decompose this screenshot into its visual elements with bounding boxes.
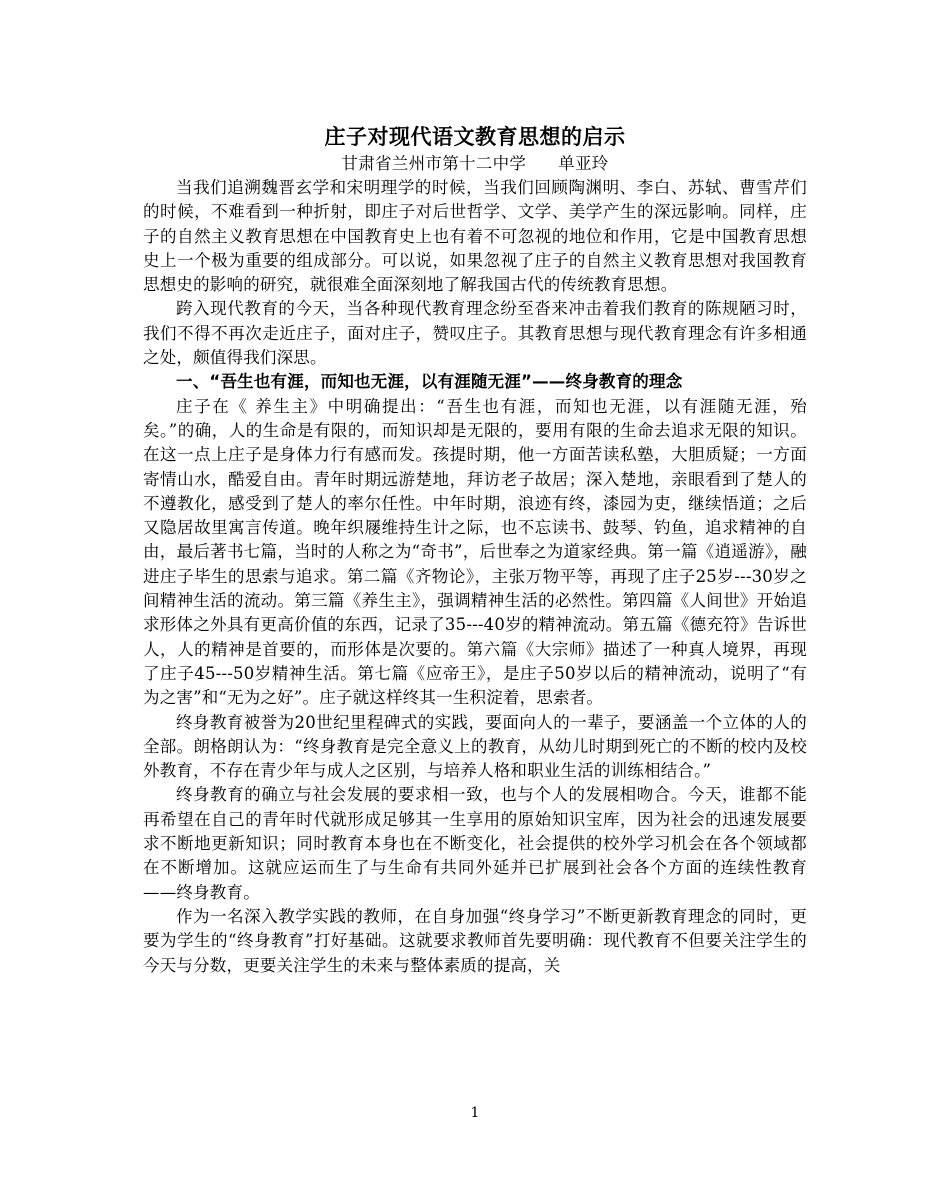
page-content	[143, 122, 807, 978]
page-number: 1	[470, 1105, 480, 1121]
intro-paragraph: 跨入现代教育的今天，当各种现代教育理念纷至沓来冲击着我们教育的陈规陋习时，我们不得不再次走近庄子，面对庄子，赞叹庄子。其教育思想与现代教育理念有许多相通之处，颇值得我们深思。	[143, 299, 807, 368]
author-name: 单亚玲	[558, 154, 609, 173]
byline	[143, 152, 807, 176]
section-heading: 一、“吾生也有涯，而知也无涯，以有涯随无涯”——终身教育的理念	[176, 372, 683, 392]
author-school: 甘肃省兰州市第十二中学	[341, 154, 527, 173]
body-paragraph: 终身教育被誉为20世纪里程碑式的实践，要面向人的一辈子，要涵盖一个立体的人的全部。朗格朗认为：“终身教育是完全意义上的教育，从幼儿时期到死亡的不断的校内及校外教育，不存在青少年与成人之区别，与培养人格和职业生活的训练相结合。”	[143, 712, 807, 781]
body-paragraph: 终身教育的确立与社会发展的要求相一致，也与个人的发展相吻合。今天，谁都不能再希望在自己的青年时代就形成足够其一生享用的原始知识宝库，因为社会的迅速发展要求不断地更新知识；同时教育本身也在不断变化，社会提供的校外学习机会在各个领域都在不断增加。这就应运而生了与生命有共同外延并已扩展到社会各个方面的连续性教育——终身教育。	[143, 785, 807, 902]
document-title: 庄子对现代语文教育思想的启示	[324, 125, 626, 149]
body-paragraph: 作为一名深入教学实践的教师，在自身加强“终身学习”不断更新教育理念的同时，更要为学生的“终身教育”打好基础。这就要求教师首先要明确：现代教育不但要关注学生的今天与分数，更要关注学生的未来与整体素质的提高，关	[143, 906, 807, 975]
body-paragraph: 庄子在《 养生主》中明确提出：“吾生也有涯，而知也无涯，以有涯随无涯，殆矣。”的确，人的生命是有限的，而知识却是无限的，要用有限的生命去追求无限的知识。在这一点上庄子是身体力行有感而发。孩提时期，他一方面苦读私塾，大胆质疑；一方面寄情山水，酷爱自由。青年时期远游楚地，拜访老子故居；深入楚地，亲眼看到了楚人的不遵教化，感受到了楚人的率尔任性。中年时期，浪迹有终，漆园为吏，继续悟道；之后又隐居故里寓言传道。晚年织屦维持生计之际，也不忘读书、鼓琴、钓鱼，追求精神的自由，最后著书七篇，当时的人称之为“奇书”，后世奉之为道家经典。第一篇《逍遥游》，融进庄子毕生的思索与追求。第二篇《齐物论》，主张万物平等，再现了庄子25岁---30岁之间精神生活的流动。第三篇《养生主》，强调精神生活的必然性。第四篇《人间世》开始追求形体之外具有更高价值的东西，记录了35---40岁的精神流动。第五篇《德充符》告诉世人，人的精神是首要的，而形体是次要的。第六篇《大宗师》描述了一种真人境界，再现了庄子45---50岁精神生活。第七篇《应帝王》，是庄子50岁以后的精神流动，说明了“有为之害”和“无为之好”。庄子就这样终其一生积淀着，思索者。	[143, 396, 807, 708]
intro-paragraph: 当我们追溯魏晋玄学和宋明理学的时候，当我们回顾陶渊明、李白、苏轼、曹雪芹们的时候，不难看到一种折射，即庄子对后世哲学、文学、美学产生的深远影响。同样，庄子的自然主义教育思想在中国教育史上也有着不可忽视的地位和作用，它是中国教育思想史上一个极为重要的组成部分。可以说，如果忽视了庄子的自然主义教育思想对我国教育思想史的影响的研究，就很难全面深刻地了解我国古代的传统教育思想。	[143, 178, 807, 295]
